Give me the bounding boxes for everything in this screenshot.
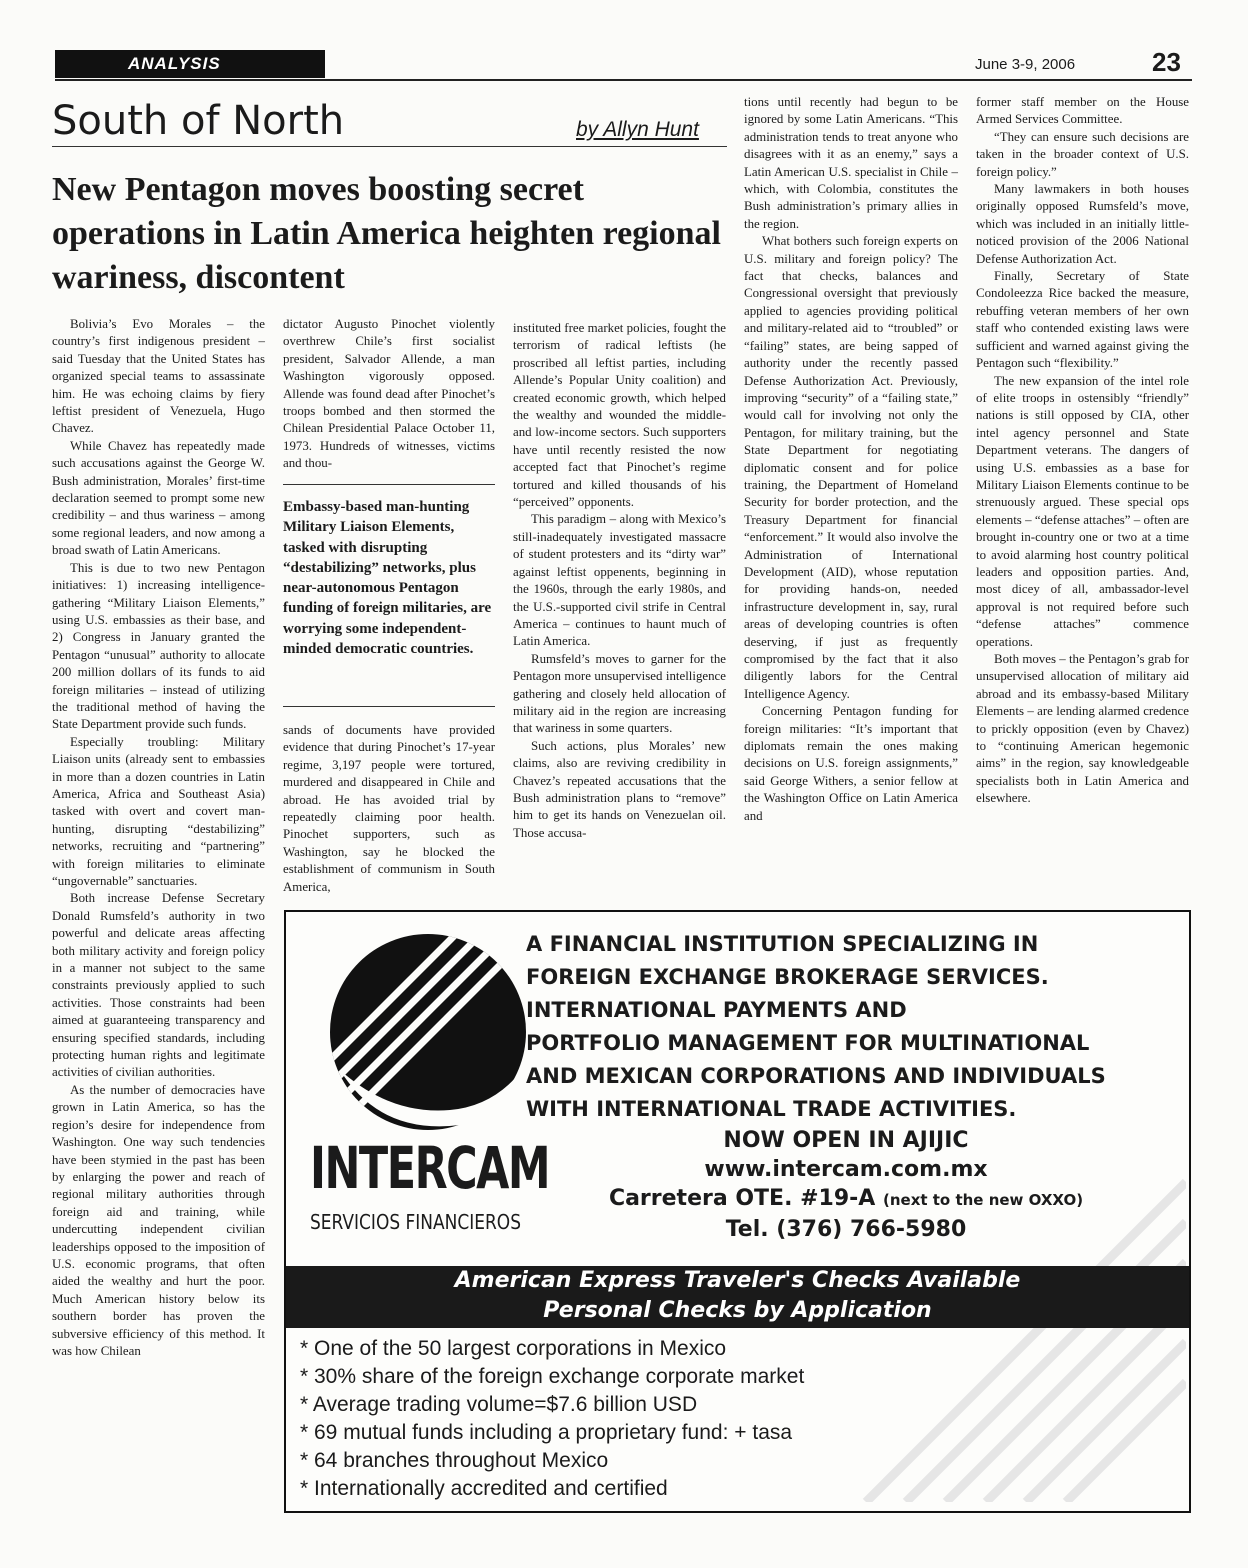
intercam-advertisement [284, 910, 1191, 1513]
paragraph: While Chavez has repeatedly made such accusations against the George W. Bush administration, Morales’ first-time declaration seemed to prompt some new credibility – and thus wariness – among some regional leaders, and now among a broad swath of Latin Americans. [52, 438, 265, 558]
section-tag: ANALYSIS [55, 50, 325, 78]
paragraph: “They can ensure such decisions are taken in the broader context of U.S. foreign policy.” [976, 129, 1189, 179]
intercam-logo [310, 920, 540, 1150]
open-line: NOW OPEN IN AJIJIC [723, 1128, 969, 1153]
ad-description-line: PORTFOLIO MANAGEMENT FOR MULTINATIONAL [526, 1031, 1090, 1055]
byline: by Allyn Hunt [576, 118, 699, 141]
paragraph: tions until recently had begun to be ignored by some Latin Americans. “This administration tends to treat anyone who disagrees with it as an enemy,” says a Latin American U.S. specialist in Chile – which, with Colombia, constitutes the Bush administration’s primary allies in the region. [744, 95, 958, 231]
article-column-4 [744, 94, 958, 825]
paragraph: Rumsfeld’s moves to garner for the Pentagon more unsupervised intelligence gathering and closely held allocation of military aid in the region are increasing that wariness in some quarters. [513, 651, 726, 736]
paragraph: This paradigm – along with Mexico’s still-inadequately investigated massacre of student protesters and its “dirty war” against leftist oppenents, beginning in the 1960s, through the early 1980s, and the U.S.-supported civil strife in Central America – continues to haunt much of Latin America. [513, 512, 726, 649]
paragraph: sands of documents have provided evidence that during Pinochet’s 17-year regime, 3,197 people were tortured, murdered and disappeared in Chile and abroad. He has avoided trial by repeatedly claiming poor health. Pinochet supporters, such as Washington, say he blocked the establishment of communism in South America, [283, 723, 495, 894]
list-item: * Average trading volume=$7.6 billion USD [300, 1393, 698, 1416]
list-item: * 64 branches throughout Mexico [300, 1449, 609, 1472]
list-item: * One of the 50 largest corporations in Mexico [300, 1337, 727, 1360]
article-column-3 [513, 320, 726, 842]
list-item: * 30% share of the foreign exchange corporate market [300, 1365, 805, 1388]
ad-description-line: A FINANCIAL INSTITUTION SPECIALIZING IN [526, 932, 1039, 956]
banner-line: Personal Checks by Application [543, 1298, 932, 1323]
page-number: 23 [1152, 47, 1181, 77]
article-column-2-top [283, 316, 495, 473]
address-line [566, 1184, 1126, 1215]
paragraph: As the number of democracies have grown in Latin America, so has the region’s desire for independence from Washington. One way such tendencies have been stymied in the past has been by enlarging the power and reach of regional military authorities through foreign aid and training, while undercutting independent civilian leaderships opposed to the imposition of U.S. economic programs, that often aided the wealthy and hurt the poor. Much American history below its southern border has proven the subversive efficiency of this method. It was how Chilean [52, 1082, 265, 1358]
banner-line: American Express Traveler's Checks Available [454, 1268, 1021, 1293]
list-item: * 69 mutual funds including a proprietary fund: + tasa [300, 1421, 793, 1444]
column-rule [52, 146, 727, 147]
pull-quote-rule [283, 706, 495, 707]
paragraph: Many lawmakers in both houses originally opposed Rumsfeld’s move, which was included in an initially little-noticed provision of the 2006 National Defense Authorization Act. [976, 182, 1189, 266]
ad-description-line: FOREIGN EXCHANGE BROKERAGE SERVICES. [526, 965, 1049, 989]
paragraph: The new expansion of the intel role of elite troops in ostensibly “friendly” nations is still opposed by CIA, other intel agency personnel and State Department veterans. The dangers of using U.S. embassies as a base for Military Liaison Elements continue to be strenuously argued. These special ops elements – “defense attaches” – often are brought in-country one or two at a time to avoid alarming host country political leaders and opposition parties. And, most dicey of all, ambassador-level approval is not required before such “defense attaches” commence operations. [976, 373, 1189, 649]
paragraph: What bothers such foreign experts on U.S. military and foreign policy? The fact that checks, balances and Congressional oversight that previously applied to agencies providing political and military-related aid to “troubled” or “failing” states, are being sapped of authority under the recently passed Defense Authorization Act. Previously, improving “security” of a “failing state,” would call for involving not only the Pentagon, for military training, but the State Department for negotiating diplomatic consent and for police training, the Department of Homeland Security for border protection, and the Treasury Department for financial “enforcement.” It would also involve the Administration of International Development (AID), whose reputation for providing hands-on, needed infrastructure development in, say, rural areas of developing countries is often deserving, if just as frequently compromised by the fact that it also diligently labors for the Central Intelligence Agency. [744, 234, 958, 701]
paragraph: Especially troubling: Military Liaison units (already sent to embassies in more than a dozen countries in Latin America, Africa and Southeast Asia) tasked with overt and covert man-hunting, disrupting “destabilizing” networks, recruiting and “partnering” with foreign militaries to eliminate “ungovernable” sanctuaries. [52, 734, 265, 888]
article-column-1 [52, 316, 265, 1360]
paragraph: former staff member on the House Armed Services Committee. [976, 95, 1189, 127]
ad-description-line: INTERNATIONAL PAYMENTS AND [526, 998, 907, 1022]
list-item: * Internationally accredited and certified [300, 1477, 668, 1500]
paragraph: dictator Augusto Pinochet violently overthrew Chile’s first socialist president, Salvador Allende, a man Washington vigorously opposed. Allende was found dead after Pinochet’s troops bombed and then stormed the Chilean Presidential Palace October 11, 1973. Hundreds of witnesses, victims and thou- [283, 317, 495, 471]
paragraph: Both increase Defense Secretary Donald Rumsfeld’s authority in two powerful and delicate areas affecting both military activity and foreign policy in a manner not subject to the same constraints previously applied to such activities. Those constraints had been aimed at guaranteeing transparency and ensuring specified standards, including protecting human rights and legitimate activities of civilian authorities. [52, 891, 265, 1080]
paragraph: instituted free market policies, fought the terrorism of radical leftists (he proscribed all leftist parties, including Allende’s Popular Unity coalition) and created economic growth, which helped the wealthy and wounded the middle- and low-income sectors. Such supporters have until recently resisted the now accepted fact that Pinochet’s regime tortured and killed thousands of his “perceived” opponents. [513, 321, 726, 510]
ad-description-line: AND MEXICAN CORPORATIONS AND INDIVIDUALS [526, 1064, 1106, 1088]
address: Carretera OTE. #19-A [608, 1186, 876, 1211]
paragraph: Bolivia’s Evo Morales – the country’s first indigenous president – said Tuesday that the United States has organized special teams to assassinate him. He was echoing claims by fiery leftist president of Venezuela, Hugo Chavez. [52, 317, 265, 436]
paragraph: This is due to two new Pentagon initiatives: 1) increasing intelligence-gathering “Military Liaison Elements,” using U.S. embassies as their base, and 2) Congress in January granted the Pentagon “unusual” authority to allocate 200 million dollars of its funds to aid foreign militaries – instead of utilizing the traditional method of having the State Department provide such funds. [52, 560, 265, 732]
paragraph: Such actions, plus Morales’ new claims, also are reviving credibility in Chavez’s repeated accusations that the Bush administration plans to “remove” him to get its hands on Venezuelan oil. Those accusa- [513, 738, 726, 840]
column-name: South of North [52, 98, 345, 144]
ad-banner [286, 1266, 1189, 1328]
ad-contact [566, 1126, 1126, 1244]
intercam-subtitle: SERVICIOS FINANCIEROS [310, 1210, 521, 1234]
paragraph: Both moves – the Pentagon’s grab for unsupervised allocation of military aid abroad and its embassy-based Military Elements – are lending alarmed credence to prickly opposition (even by Chavez) to “continuing American hegemonic aims” in the region, say knowledgeable specialists both in Latin America and elsewhere. [976, 652, 1189, 806]
headline: New Pentagon moves boosting secret operations in Latin America heighten regional wariness, discontent [52, 171, 721, 296]
article-column-5 [976, 94, 1189, 808]
address-note: (next to the new OXXO) [882, 1191, 1084, 1209]
phone-number: Tel. (376) 766-5980 [725, 1217, 967, 1242]
paragraph: Concerning Pentagon funding for foreign militaries: “It’s important that diplomats remain the ones making decisions on U.S. foreign assignments,” said George Withers, a senior fellow at the Washington Office on Latin America and [744, 704, 958, 823]
pull-quote: Embassy-based man-hunting Military Liaison Elements, tasked with disrupting “destabilizing” networks, plus near-autonomous Pentagon funding of foreign militaries, are worrying some independent-minded democratic countries. [283, 484, 495, 659]
ad-bullet-list [300, 1335, 804, 1503]
issue-date: June 3-9, 2006 [975, 56, 1076, 73]
website-link[interactable]: www.intercam.com.mx [704, 1157, 988, 1182]
intercam-wordmark: INTERCAM [310, 1134, 550, 1202]
paragraph: Finally, Secretary of State Condoleezza Rice backed the measure, rebuffing veteran members of her own staff who contended existing laws were sufficient and warned against giving the Pentagon such “flexibility.” [976, 269, 1189, 371]
ad-description-line: WITH INTERNATIONAL TRADE ACTIVITIES. [526, 1097, 1017, 1121]
ad-description [526, 928, 1166, 1126]
article-column-2-bottom [283, 722, 495, 896]
header-rule [55, 79, 1192, 81]
